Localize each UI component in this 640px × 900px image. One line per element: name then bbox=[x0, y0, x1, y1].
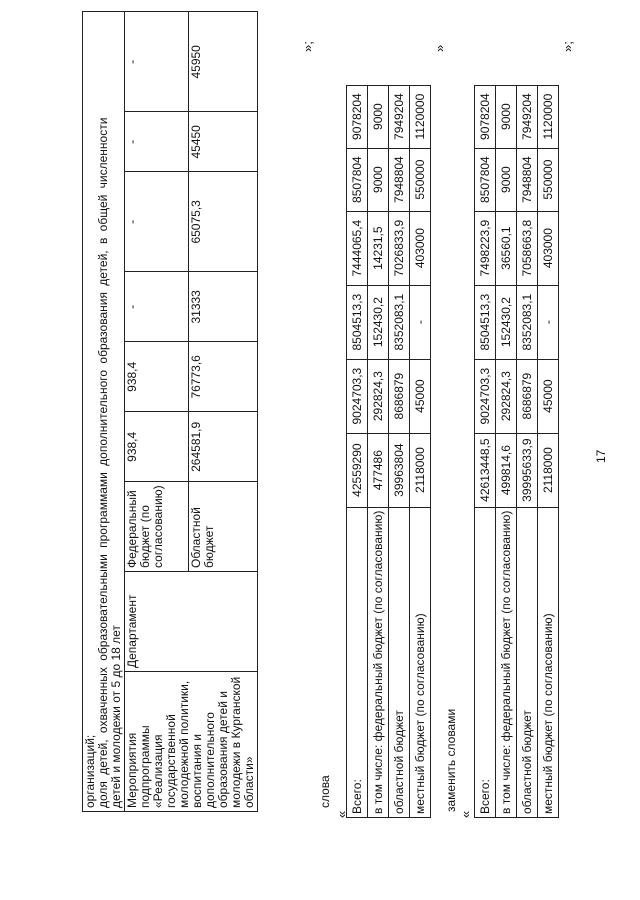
budget-row bbox=[389, 22, 410, 817]
budget-value-cell: 152430,2 bbox=[496, 285, 517, 359]
budget-value-cell: 7949204 bbox=[389, 85, 410, 148]
value-cell: 45950 bbox=[189, 12, 258, 112]
budget-table-old bbox=[346, 22, 431, 818]
budget-value-cell: 8507804 bbox=[347, 148, 368, 211]
budget-row-label: областной бюджет bbox=[517, 507, 538, 817]
budget-value-cell: 7949204 bbox=[517, 85, 538, 148]
measure-line: молодежной политики, bbox=[177, 680, 191, 808]
measure-line: области» bbox=[242, 756, 256, 808]
source-line: согласованию) bbox=[151, 485, 165, 568]
measure-line: воспитания и bbox=[190, 733, 204, 808]
budget-value-cell: 9078204 bbox=[347, 85, 368, 148]
budget-value-cell: 8352083,1 bbox=[517, 285, 538, 359]
source-line: Областной bbox=[189, 507, 204, 568]
measure-line: «Реализация bbox=[151, 734, 165, 808]
budget-value-cell: 36560,1 bbox=[496, 211, 517, 285]
value-cell: 76773,6 bbox=[189, 342, 258, 412]
budget-total-cell: 499814,6 bbox=[496, 433, 517, 507]
budget-value-cell: 7948804 bbox=[517, 148, 538, 211]
budget-row bbox=[517, 22, 538, 817]
source-line: Федеральный bbox=[125, 490, 139, 568]
budget-value-cell: 9078204 bbox=[475, 85, 496, 148]
upper-measures-table bbox=[82, 11, 258, 812]
budget-value-cell: 1120000 bbox=[410, 85, 431, 148]
value-cell: 264581,9 bbox=[189, 412, 258, 482]
source-line: бюджет bbox=[202, 525, 217, 568]
budget-row bbox=[347, 22, 368, 817]
budget-value-cell: 1120000 bbox=[538, 85, 559, 148]
source-cell bbox=[189, 482, 258, 572]
budget-value-cell: 14231,5 bbox=[368, 211, 389, 285]
indicator-line: детей и молодежи от 5 до 18 лет bbox=[109, 625, 123, 808]
budget-total-cell: 2118000 bbox=[538, 433, 559, 507]
budget-value-cell: 550000 bbox=[538, 148, 559, 211]
budget-value-cell: 7444065,4 bbox=[347, 211, 368, 285]
budget-value-cell: 45000 bbox=[410, 359, 431, 433]
closing-quote-new: »; bbox=[560, 41, 575, 52]
budget-value-cell: 9000 bbox=[496, 148, 517, 211]
budget-value-cell: 8686879 bbox=[389, 359, 410, 433]
word-zamenit: заменить словами bbox=[444, 708, 458, 812]
budget-value-cell: 7026833,9 bbox=[389, 211, 410, 285]
budget-row-label: Всего: bbox=[347, 507, 368, 817]
value-cell: 45450 bbox=[189, 112, 258, 172]
indicator-text-cell bbox=[83, 12, 125, 812]
measure-line: подпрограммы bbox=[138, 725, 152, 808]
budget-value-cell: - bbox=[410, 285, 431, 359]
budget-row bbox=[475, 22, 496, 817]
value-cell: 31333 bbox=[189, 272, 258, 342]
executor-cell: Департамент bbox=[125, 572, 258, 672]
budget-row bbox=[538, 22, 559, 817]
page-number: 17 bbox=[594, 449, 608, 463]
budget-value-cell: 8352083,1 bbox=[389, 285, 410, 359]
budget-value-cell: 9024703,3 bbox=[475, 359, 496, 433]
budget-value-cell: 7948804 bbox=[389, 148, 410, 211]
budget-value-cell: 9024703,3 bbox=[347, 359, 368, 433]
value-cell: 65075,3 bbox=[189, 172, 258, 272]
budget-row-label: в том числе: федеральный бюджет (по согласованию) bbox=[368, 507, 389, 817]
budget-value-cell: 9000 bbox=[496, 85, 517, 148]
budget-row bbox=[368, 22, 389, 817]
budget-value-cell: 292824,3 bbox=[496, 359, 517, 433]
measure-line: Мероприятия bbox=[125, 732, 139, 808]
budget-value-cell: 8504513,3 bbox=[347, 285, 368, 359]
measure-line: дополнительного bbox=[203, 712, 217, 808]
value-cell: 938,4 bbox=[125, 342, 189, 412]
budget-row-label: Всего: bbox=[475, 507, 496, 817]
budget-total-cell: 42613448,5 bbox=[475, 433, 496, 507]
measure-line: образования детей и bbox=[216, 691, 230, 808]
budget-row-label: местный бюджет (по согласованию) bbox=[538, 507, 559, 817]
budget-value-cell: 403000 bbox=[410, 211, 431, 285]
budget-value-cell: 7058663,8 bbox=[517, 211, 538, 285]
budget-value-cell: 403000 bbox=[538, 211, 559, 285]
budget-value-cell: 8507804 bbox=[475, 148, 496, 211]
value-cell: - bbox=[125, 172, 189, 272]
budget-value-cell: 9000 bbox=[368, 148, 389, 211]
budget-total-cell: 42559290 bbox=[347, 433, 368, 507]
budget-row-label: областной бюджет bbox=[389, 507, 410, 817]
budget-total-cell: 39963804 bbox=[389, 433, 410, 507]
value-cell: 938,4 bbox=[125, 412, 189, 482]
budget-value-cell: 152430,2 bbox=[368, 285, 389, 359]
word-slova: слова bbox=[318, 775, 332, 808]
budget-value-cell: 550000 bbox=[410, 148, 431, 211]
budget-value-cell: 9000 bbox=[368, 85, 389, 148]
value-cell: - bbox=[125, 112, 189, 172]
budget-row-label: местный бюджет (по согласованию) bbox=[410, 507, 431, 817]
source-line: бюджет (по bbox=[138, 505, 152, 568]
budget-row-label: в том числе: федеральный бюджет (по согласованию) bbox=[496, 507, 517, 817]
budget-row bbox=[496, 22, 517, 817]
measure-name-cell bbox=[125, 672, 258, 812]
value-cell: - bbox=[125, 272, 189, 342]
budget-table-new bbox=[474, 22, 559, 818]
budget-value-cell: 8504513,3 bbox=[475, 285, 496, 359]
indicator-line: организаций; bbox=[83, 734, 97, 808]
opening-quote-new: « bbox=[458, 810, 473, 818]
budget-value-cell: 7498223,9 bbox=[475, 211, 496, 285]
closing-quote-upper: »; bbox=[300, 41, 315, 52]
indicator-line: доля детей, охваченных образовательными программами дополнительного образования детей, в общей численности bbox=[96, 117, 110, 808]
budget-value-cell: 8686879 bbox=[517, 359, 538, 433]
budget-value-cell: 45000 bbox=[538, 359, 559, 433]
budget-value-cell: - bbox=[538, 285, 559, 359]
closing-quote-old: » bbox=[432, 44, 447, 52]
budget-total-cell: 477486 bbox=[368, 433, 389, 507]
measure-line: государственной bbox=[164, 714, 178, 808]
opening-quote-old: « bbox=[334, 810, 349, 818]
budget-total-cell: 39995633,9 bbox=[517, 433, 538, 507]
budget-value-cell: 292824,3 bbox=[368, 359, 389, 433]
value-cell: - bbox=[125, 12, 189, 112]
source-cell bbox=[125, 482, 189, 572]
budget-row bbox=[410, 22, 431, 817]
measure-line: молодежи в Курганской bbox=[229, 676, 243, 808]
budget-total-cell: 2118000 bbox=[410, 433, 431, 507]
